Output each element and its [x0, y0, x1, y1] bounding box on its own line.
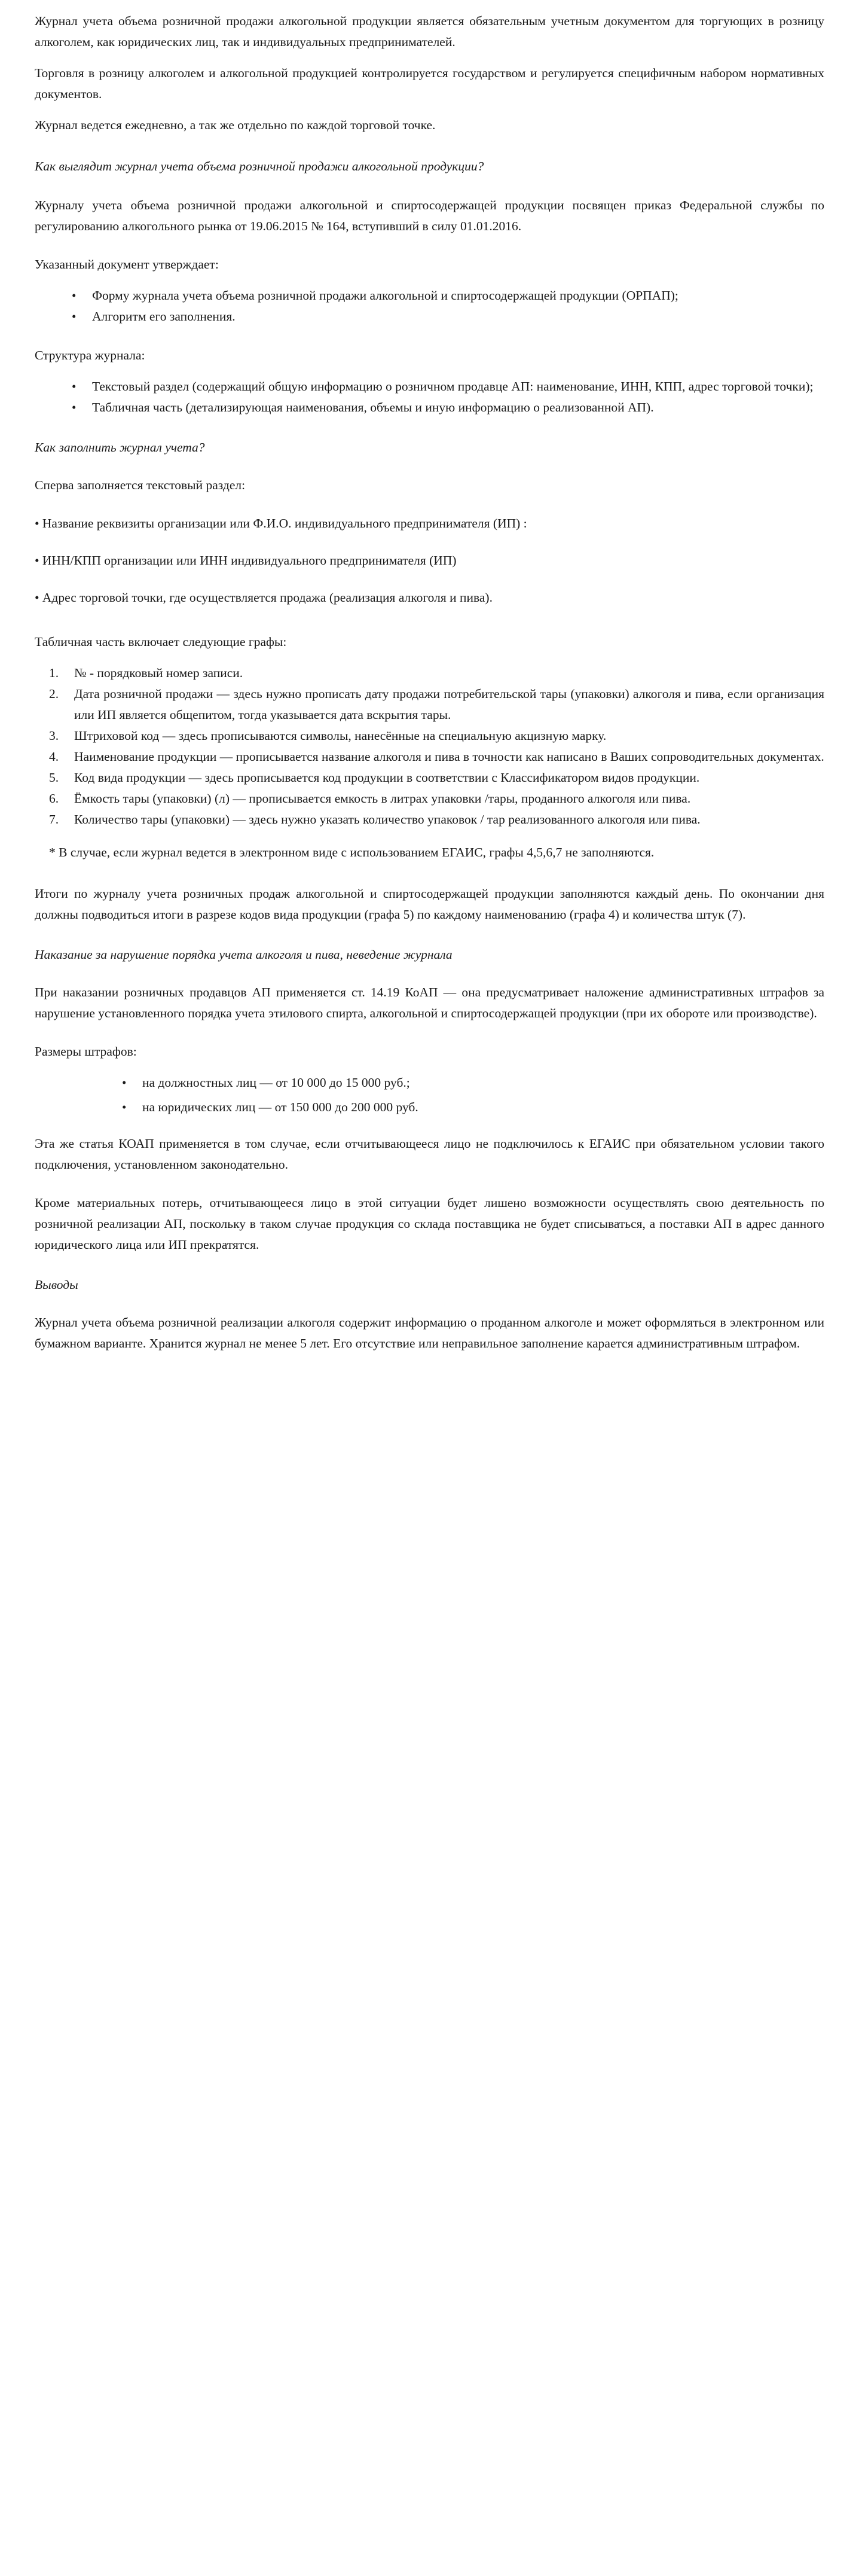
intro-paragraph-1: Журнал учета объема розничной продажи алкогольной продукции является обязательным учетным документом для торгующих в розницу алкоголем, как юридических лиц, так и индивидуальных предпринимателей.	[35, 14, 824, 49]
list-item: • на юридических лиц — от 150 000 до 200 000 руб.	[142, 1097, 824, 1118]
egais-connection-paragraph: Эта же статья КОАП применяется в том случае, если отчитывающееся лицо не подключилось к ЕГАИС при обязательном условии такого подключения, установленном законодательно.	[35, 1136, 824, 1172]
intro-paragraph-3: Журнал ведется ежедневно, а так же отдельно по каждой торговой точке.	[35, 118, 436, 132]
spacer	[35, 624, 824, 632]
spacer	[35, 1185, 824, 1193]
spacer	[35, 506, 824, 513]
list-item: Количество тары (упаковки) — здесь нужно указать количество упаковок / тар реализованного алкоголя или пива.	[74, 812, 701, 827]
penalty-article-paragraph: При наказании розничных продавцов АП применяется ст. 14.19 КоАП — она предусматривает наложение административных штрафов за нарушение установленного порядка учета этилового спирта, алкогольной и спиртосодержащей продукции (при их обороте или производстве).	[35, 985, 824, 1020]
heading-penalties: Наказание за нарушение порядка учета алкоголя и пива, неведение журнала	[35, 947, 453, 962]
list-item: Дата розничной продажи — здесь нужно прописать дату продажи потребительской тары (упаковки) алкоголя и пива, если организация или ИП является общепитом, тогда указывается дата вскрытия тары.	[74, 687, 824, 722]
lead-text-section: Сперва заполняется текстовый раздел:	[35, 478, 246, 492]
heading-journal-appearance: Как выглядит журнал учета объема розничной продажи алкогольной продукции?	[35, 159, 484, 173]
lead-table-columns: Табличная часть включает следующие графы:	[35, 635, 287, 649]
list-item: Наименование продукции — прописывается название алкоголя и пива в точности как написано в Ваших сопроводительных документах.	[74, 749, 824, 764]
lead-journal-structure: Структура журнала:	[35, 348, 145, 362]
list-item: • Текстовый раздел (содержащий общую информацию о розничном продавце АП: наименование, ИНН, КПП, адрес торговой точки);	[92, 376, 824, 397]
lead-document-approves: Указанный документ утверждает:	[35, 257, 219, 272]
list-item: • Алгоритм его заполнения.	[92, 306, 824, 327]
heading-how-to-fill: Как заполнить журнал учета?	[35, 440, 205, 455]
lead-fine-amounts: Размеры штрафов:	[35, 1044, 137, 1059]
list-item: • Форму журнала учета объема розничной продажи алкогольной и спиртосодержащей продукции (ОРПАП);	[92, 285, 824, 306]
material-losses-paragraph: Кроме материальных потерь, отчитывающееся лицо в этой ситуации будет лишено возможности осуществлять свою деятельность по розничной реализации АП, поскольку в таком случае продукция со склада поставщика не будет списываться, а поставки АП в адрес данного юридического лица или ИП прекратятся.	[35, 1196, 824, 1252]
spacer	[35, 863, 824, 883]
intro-paragraph-2: Торговля в розницу алкоголем и алкогольной продукцией контролируется государством и регулируется специфичным набором нормативных документов.	[35, 66, 824, 101]
dash-item-inn-kpp: • ИНН/КПП организации или ИНН индивидуального предпринимателя (ИП)	[35, 553, 457, 568]
spacer	[35, 338, 824, 345]
structure-list	[35, 376, 824, 418]
list-item: Код вида продукции — здесь прописывается код продукции в соответствии с Классификатором видов продукции.	[74, 770, 700, 785]
list-item: № - порядковый номер записи.	[74, 666, 243, 680]
spacer	[35, 1034, 824, 1041]
list-item: • Табличная часть (детализирующая наименования, объемы и иную информацию о реализованной АП).	[92, 397, 824, 418]
conclusion-paragraph: Журнал учета объема розничной реализации алкоголя содержит информацию о проданном алкоголе и может оформляться в электронном или бумажном варианте. Хранится журнал не менее 5 лет. Его отсутствие или неправильное заполнение карается административным штрафом.	[35, 1315, 824, 1351]
heading-conclusions: Выводы	[35, 1278, 78, 1292]
list-item: • на должностных лиц — от 10 000 до 15 000 руб.;	[142, 1072, 824, 1093]
egais-footnote: * В случае, если журнал ведется в электронном виде с использованием ЕГАИС, графы 4,5,6,7 не заполняются.	[49, 845, 655, 859]
dash-item-name-requisites: • Название реквизиты организации или Ф.И.О. индивидуального предпринимателя (ИП) :	[35, 516, 527, 531]
spacer	[35, 247, 824, 254]
daily-totals-paragraph: Итоги по журналу учета розничных продаж алкогольной и спиртосодержащей продукции заполняются каждый день. По окончании дня должны подводиться итоги в разрезе кодов вида продукции (графа 5) по каждому наименованию (графа 4) и количества штук (7).	[35, 886, 824, 922]
list-item: Ёмкость тары (упаковки) (л) — прописывается емкость в литрах упаковки /тары, проданного алкоголя или пива.	[74, 791, 691, 806]
fines-list	[35, 1072, 824, 1118]
list-item: Штриховой код — здесь прописываются символы, нанесённые на специальную акцизную марку.	[74, 728, 607, 743]
approves-list	[35, 285, 824, 327]
dash-item-address: • Адрес торговой точки, где осуществляется продажа (реализация алкоголя и пива).	[35, 590, 493, 605]
appearance-order-paragraph: Журналу учета объема розничной продажи алкогольной и спиртосодержащей продукции посвящен приказ Федеральной службы по регулированию алкогольного рынка от 19.06.2015 № 164, вступивший в силу 01.01.2016.	[35, 198, 824, 233]
columns-list	[35, 663, 824, 830]
